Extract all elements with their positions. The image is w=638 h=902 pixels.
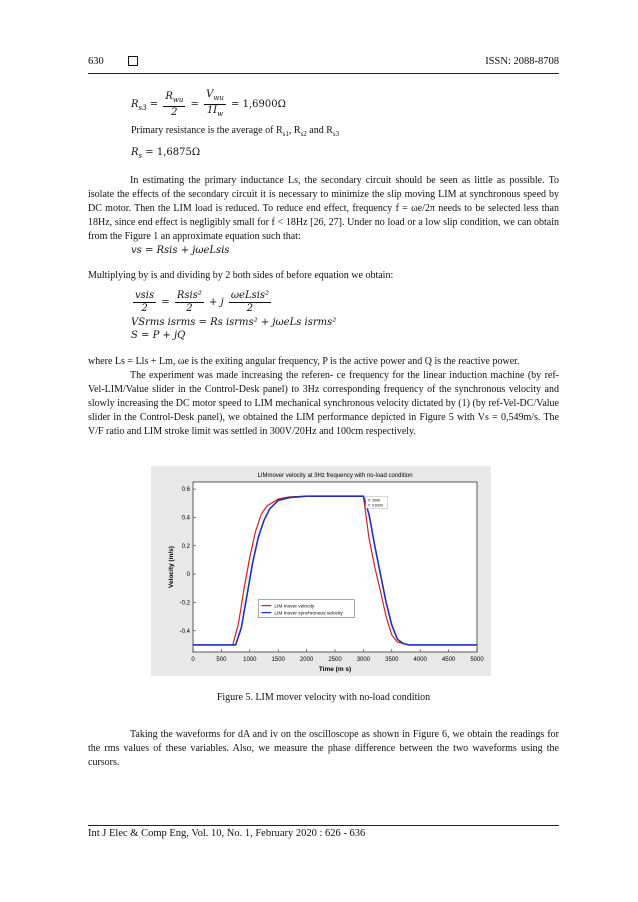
x-tick-label: 3000 — [356, 657, 371, 663]
y-tick-label: -0.2 — [179, 600, 190, 607]
page-number: 630 — [88, 56, 104, 67]
paragraph-multiplying: Multiplying by is and dividing by 2 both sides of before equation we obtain: — [88, 270, 394, 281]
x-axis-label: Time (m s) — [318, 666, 352, 673]
x-tick-label: 1000 — [243, 657, 257, 663]
checkbox-icon — [122, 56, 144, 68]
y-tick-label: 0.6 — [181, 487, 190, 494]
paragraph-taking: Taking the waveforms for dA and iv on the oscilloscope as shown in Figure 6, we obtain the readings for the rms values of these variables. Also, we measure the phase difference between the two waveforms using the cursors. — [88, 729, 559, 768]
header-rule — [88, 73, 559, 74]
equation-rs: $R_s = 1,6875\Omega$ — [131, 147, 201, 160]
footer-rule — [88, 825, 559, 826]
equation-rs3: $R_{s3}$ = $\frac{R_{wu}}{2}$ = $\frac{V_{wu}}{1I_w}$ = 1,6900Ω — [131, 89, 286, 118]
equation-power-line3: S = P + jQ — [131, 330, 186, 341]
equation-vs: vs = Rsis + jωeLsis — [131, 245, 230, 256]
equation-power-block — [131, 290, 336, 341]
data-cursor-y: Y: 0.5343 — [367, 503, 383, 508]
x-tick-label: 3500 — [385, 657, 399, 663]
paragraph-experiment: The experiment was made increasing the referen- ce frequency for the linear induction machine (by ref-Vel-LIM/Value slider in the Control-Desk panel) to 3Hz corresponding frequency of the synchronous velocity and slowly increasing the DC motor speed to LIM mechanical synchronous velocity dictated by (1) (by ref-Vel-DC/Value slider in the Control-Desk panel), we obtained the LIM performance depicted in Figure 5 with Vs = 0,549m/s. The V/F ratio and LIM stroke limit was settled in 300V/20Hz and 100cm respectively. — [88, 370, 559, 437]
paragraph-where: where Ls = Lls + Lm, ωe is the exiting angular frequency, P is the active power and Q is the reactive power. — [88, 356, 520, 367]
x-tick-label: 2500 — [328, 657, 342, 663]
y-tick-label: 0.2 — [181, 543, 190, 550]
y-tick-label: 0 — [186, 572, 190, 579]
y-tick-label: -0.4 — [179, 628, 190, 635]
footer-citation: Int J Elec & Comp Eng, Vol. 10, No. 1, February 2020 : 626 - 636 — [88, 828, 366, 839]
figure-5 — [151, 466, 491, 676]
x-tick-label: 4500 — [441, 657, 456, 663]
paragraph-estimating: In estimating the primary inductance Ls, the secondary circuit should be seen as little as possible. To isolate the effects of the secondary circuit it is necessary to minimize the slip moving LIM at synchronous speed by DC motor. Then the LIM load is reduced. To reduce end effect, frequency f = ωe/2π needs to be selected less than 18Hz, since end effect is negligibly small for f < 18Hz [26, 27]. Under no load or a low slip condition, we can obtain from the Figure 1 an approximate equation such that: — [88, 175, 559, 242]
y-axis-label: Velocity (m/s) — [168, 546, 175, 588]
legend-label: LIM mover velocity — [274, 604, 315, 610]
journal-issn: ISSN: 2088-8708 — [485, 56, 559, 67]
x-tick-label: 5000 — [470, 657, 484, 663]
equation-power-line2: VSrms isrms = Rs isrms² + jωeLs isrms² — [131, 317, 337, 328]
x-tick-label: 1500 — [271, 657, 285, 663]
x-tick-label: 500 — [216, 657, 227, 663]
figure-caption: Figure 5. LIM mover velocity with no-load condition — [216, 692, 431, 703]
primary-resistance-text: Primary resistance is the average of $R_{s1}$, $R_{s2}$ and $R_{s3}$ — [131, 125, 340, 138]
x-tick-label: 2000 — [299, 657, 314, 663]
x-tick-label: 4000 — [413, 657, 427, 663]
x-tick-label: 0 — [191, 657, 195, 663]
data-cursor-x: X: 3006 — [367, 498, 381, 503]
plot-area — [193, 482, 477, 652]
legend-label: LIM mover synchronous velocity — [274, 611, 343, 617]
equation-power-line1: $\frac{\text{vsis}}{2}$ = $\frac{\text{Rsis²}}{2}$ + j $\frac{\text{ωeLsis²}}{2}$ — [135, 290, 270, 314]
y-tick-label: 0.4 — [181, 515, 190, 522]
chart-title: LIMmover velocity at 3Hz frequency with no-load condition — [257, 473, 413, 479]
velocity-chart — [151, 466, 491, 676]
